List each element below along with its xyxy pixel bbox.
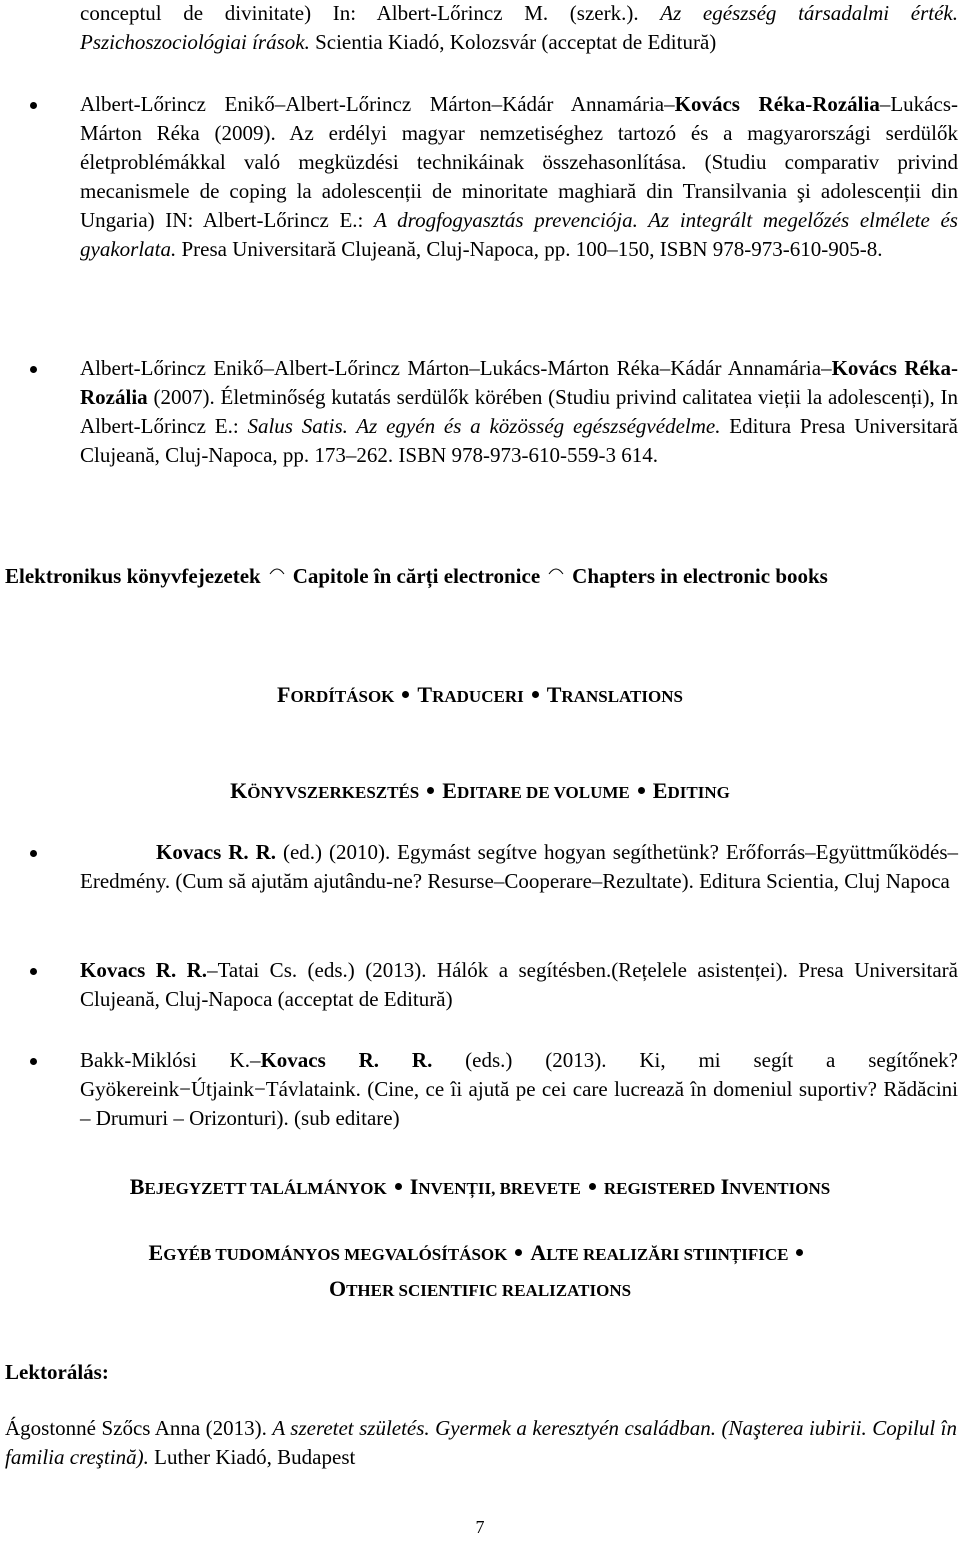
page-number: 7 <box>475 1517 485 1537</box>
bullet-separator-icon <box>589 1183 596 1190</box>
ref-authors: Albert-Lőrincz Enikő–Albert-Lőrincz Márton–Lukács-Márton Réka–Kádár Annamária– <box>80 356 832 380</box>
heading-part: E <box>652 778 668 803</box>
heading-electronic-chapters <box>5 562 957 591</box>
bullet-icon <box>30 968 37 975</box>
bullet-icon <box>30 850 37 857</box>
reference-item <box>80 90 958 264</box>
bullet-separator-icon <box>515 1249 522 1256</box>
heading-part: Capitole în cărți electronice <box>292 564 541 588</box>
heading-part: ÖNYVSZERKESZTÉS <box>247 783 420 802</box>
heading-part: NVENTIONS <box>729 1179 831 1198</box>
ref-text: (eds.) (2013). Ki, mi segít a segítőnek? Gyökereink−Útjaink−Távlataink. (Cine, ce îi ajută pe cei care lucrează în domeniul suportiv? Rădăcini – Drumuri – Orizonturi). (sub editare) <box>80 1048 958 1130</box>
heading-editing <box>0 776 960 807</box>
heading-part: A <box>530 1240 547 1265</box>
ref-author-highlight: Kovács Réka-Rozália <box>674 92 880 116</box>
heading-part: GYÉB TUDOMÁNYOS MEGVALÓSÍTÁSOK <box>163 1245 508 1264</box>
bullet-icon <box>30 366 37 373</box>
reference-item <box>80 956 958 1014</box>
ref-text: Scientia Kiadó, Kolozsvár (acceptat de Editură) <box>309 30 717 54</box>
bullet-separator-icon <box>427 787 434 794</box>
heading-part: Elektronikus könyvfejezetek <box>5 564 261 588</box>
bullet-icon <box>30 102 37 109</box>
arc-separator-icon <box>269 567 285 575</box>
heading-part: DITING <box>667 783 730 802</box>
bullet-separator-icon <box>638 787 645 794</box>
ref-authors: Ágostonné Szőcs Anna (2013). <box>5 1416 273 1440</box>
heading-part: I <box>720 1174 730 1199</box>
heading-part: RADUCERI <box>432 687 524 706</box>
heading-part: THER SCIENTIFIC REALIZATIONS <box>346 1281 632 1300</box>
ref-author-highlight: Kovacs R. R. <box>156 840 277 864</box>
heading-part: K <box>230 778 248 803</box>
bullet-separator-icon <box>402 691 409 698</box>
reference-item <box>80 354 958 470</box>
ref-text: Editura Presa Universitară Clujeană, Cluj-Napoca, pp. 173–262. ISBN 978-973-610-559-3 614. <box>80 414 958 467</box>
heading-part: O <box>328 1276 347 1301</box>
heading-part: NVENȚII, BREVETE <box>418 1179 581 1198</box>
reference-item <box>80 1046 958 1133</box>
ref-text: conceptul de divinitate) In: Albert-Lőrincz M. (szerk.). <box>80 1 661 25</box>
bullet-separator-icon <box>532 691 539 698</box>
ref-title: Az egészség társadalmi érték. Pszichoszociológiai írások. <box>80 1 958 54</box>
heading-part: REGISTERED <box>603 1179 716 1198</box>
ref-title: Salus Satis. Az egyén és a közösség egészségvédelme. <box>247 414 721 438</box>
ref-author-highlight: Kovács Réka-Rozália <box>80 356 958 409</box>
ref-author-highlight: Kovacs R. R. <box>80 958 208 982</box>
heading-part: Chapters in electronic books <box>572 564 828 588</box>
heading-part: I <box>409 1174 419 1199</box>
ref-authors: Albert-Lőrincz Enikő–Albert-Lőrincz Márton–Kádár Annamária– <box>80 92 675 116</box>
heading-part: LTE REALIZĂRI STIINȚIFICE <box>546 1245 789 1264</box>
heading-part: DITARE DE VOLUME <box>456 783 630 802</box>
heading-inventions <box>0 1172 960 1203</box>
heading-part: ORDÍTÁSOK <box>290 687 395 706</box>
ref-title: A drogfogyasztás prevenciója. Az integrált megelőzés elmélete és gyakorlata. <box>80 208 958 261</box>
ref-text: –Tatai Cs. (eds.) (2013). Hálók a segítésben.(Rețelele asistenței). Presa Universitară Clujeană, Cluj-Napoca (acceptat de Editură) <box>80 958 958 1011</box>
heading-other-achievements <box>0 1236 960 1308</box>
bullet-separator-icon <box>796 1249 803 1256</box>
heading-reviewing: Lektorálás: <box>5 1360 109 1384</box>
heading-part: T <box>546 682 562 707</box>
ref-text: Luther Kiadó, Budapest <box>148 1445 356 1469</box>
ref-text: (ed.) (2010). Egymást segítve hogyan segíthetünk? Erőforrás–Együttműködés–Eredmény. (Cum să ajutăm ajutându-ne? Resurse–Cooperare–Rezultate). Editura Scientia, Cluj Napoca <box>80 840 958 893</box>
arc-separator-icon <box>548 567 564 575</box>
ref-authors: Bakk-Miklósi K.– <box>80 1048 261 1072</box>
heading-part: EJEGYZETT TALÁLMÁNYOK <box>144 1179 387 1198</box>
heading-part: T <box>417 682 433 707</box>
bullet-separator-icon <box>395 1183 402 1190</box>
heading-part: B <box>129 1174 145 1199</box>
reference-item <box>80 838 958 896</box>
heading-part: E <box>148 1240 164 1265</box>
heading-part: E <box>442 778 457 803</box>
ref-title: A szeretet születés. Gyermek a keresztyén családban. (Naşterea iubirii. Copilul în familia creştină). <box>5 1416 957 1469</box>
ref-text: Presa Universitară Clujeană, Cluj-Napoca, pp. 100–150, ISBN 978-973-610-905-8. <box>176 237 883 261</box>
bullet-icon <box>30 1058 37 1065</box>
reference-item <box>5 1414 957 1472</box>
ref-text: –Lukács-Márton Réka (2009). Az erdélyi magyar nemzetiséghez tartozó és a magyarországi serdülők életproblémákkal való megküzdési technikáinak összehasonlítása. (Studiu comparativ privind mecanismele de coping la adolescenții de minoritate maghiară din Transilvania şi adolescenții din Ungaria) IN: Albert-Lőrincz E.: <box>80 92 958 232</box>
heading-part: RANSLATIONS <box>561 687 683 706</box>
ref-author-highlight: Kovacs R. R. <box>260 1048 433 1072</box>
heading-translations <box>0 680 960 711</box>
heading-part: F <box>277 682 291 707</box>
ref-text: (2007). Életminőség kutatás serdülők körében (Studiu privind calitatea vieții la adolescenți), In Albert-Lőrincz E.: <box>80 385 958 438</box>
reference-continuation <box>80 0 958 57</box>
